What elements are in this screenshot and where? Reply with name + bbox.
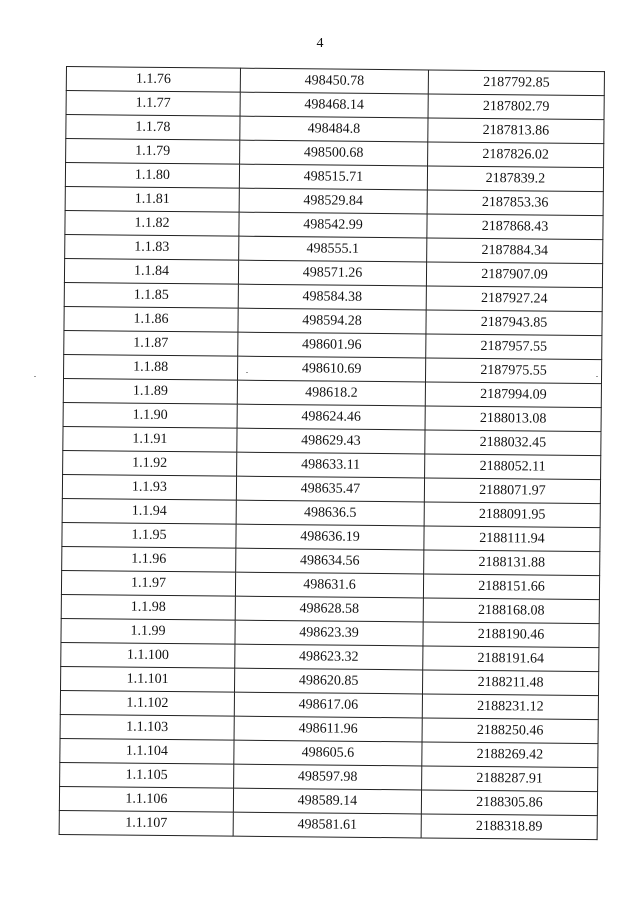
y-coordinate-cell: 2188052.11 (425, 454, 601, 480)
y-coordinate-cell: 2187792.85 (428, 70, 604, 96)
y-coordinate-cell: 2188091.95 (424, 502, 600, 528)
y-coordinate-cell: 2187927.24 (426, 286, 602, 312)
x-coordinate-cell: 498623.32 (235, 644, 423, 670)
y-coordinate-cell: 2188305.86 (421, 790, 597, 816)
x-coordinate-cell: 498515.71 (239, 164, 427, 190)
point-number-cell: 1.1.107 (59, 810, 233, 836)
point-number-cell: 1.1.82 (65, 210, 239, 236)
x-coordinate-cell: 498636.19 (236, 524, 424, 550)
x-coordinate-cell: 498484.8 (240, 116, 428, 142)
point-number-cell: 1.1.97 (61, 570, 235, 596)
point-number-cell: 1.1.96 (62, 546, 236, 572)
x-coordinate-cell: 498635.47 (236, 476, 424, 502)
x-coordinate-cell: 498529.84 (239, 188, 427, 214)
point-number-cell: 1.1.98 (61, 594, 235, 620)
y-coordinate-cell: 2188269.42 (422, 742, 598, 768)
y-coordinate-cell: 2188111.94 (424, 526, 600, 552)
y-coordinate-cell: 2187907.09 (426, 262, 602, 288)
x-coordinate-cell: 498636.5 (236, 500, 424, 526)
x-coordinate-cell: 498629.43 (237, 428, 425, 454)
x-coordinate-cell: 498542.99 (239, 212, 427, 238)
y-coordinate-cell: 2187826.02 (428, 142, 604, 168)
scan-mark (34, 376, 36, 377)
point-number-cell: 1.1.89 (63, 378, 237, 404)
y-coordinate-cell: 2188287.91 (422, 766, 598, 792)
y-coordinate-cell: 2188250.46 (422, 718, 598, 744)
point-number-cell: 1.1.104 (60, 738, 234, 764)
point-number-cell: 1.1.105 (60, 762, 234, 788)
y-coordinate-cell: 2187884.34 (427, 238, 603, 264)
x-coordinate-cell: 498594.28 (238, 308, 426, 334)
x-coordinate-cell: 498623.39 (235, 620, 423, 646)
point-number-cell: 1.1.94 (62, 498, 236, 524)
point-number-cell: 1.1.91 (63, 426, 237, 452)
coordinates-table-body (59, 67, 604, 840)
point-number-cell: 1.1.90 (63, 402, 237, 428)
point-number-cell: 1.1.77 (66, 91, 240, 117)
point-number-cell: 1.1.99 (61, 618, 235, 644)
y-coordinate-cell: 2188318.89 (421, 814, 597, 840)
table-row (59, 810, 597, 839)
x-coordinate-cell: 498628.58 (235, 596, 423, 622)
point-number-cell: 1.1.87 (64, 330, 238, 356)
y-coordinate-cell: 2188191.64 (423, 646, 599, 672)
y-coordinate-cell: 2188190.46 (423, 622, 599, 648)
x-coordinate-cell: 498631.6 (235, 572, 423, 598)
y-coordinate-cell: 2187975.55 (425, 358, 601, 384)
point-number-cell: 1.1.84 (64, 258, 238, 284)
point-number-cell: 1.1.85 (64, 282, 238, 308)
y-coordinate-cell: 2188131.88 (424, 550, 600, 576)
scan-mark (596, 376, 598, 377)
y-coordinate-cell: 2188151.66 (423, 574, 599, 600)
point-number-cell: 1.1.106 (59, 786, 233, 812)
point-number-cell: 1.1.80 (65, 163, 239, 189)
x-coordinate-cell: 498633.11 (237, 452, 425, 478)
point-number-cell: 1.1.76 (66, 67, 240, 93)
point-number-cell: 1.1.92 (63, 450, 237, 476)
page-number: 4 (316, 36, 324, 51)
y-coordinate-cell: 2187957.55 (426, 334, 602, 360)
x-coordinate-cell: 498468.14 (240, 92, 428, 118)
y-coordinate-cell: 2187994.09 (425, 382, 601, 408)
point-number-cell: 1.1.103 (60, 714, 234, 740)
x-coordinate-cell: 498605.6 (234, 740, 422, 766)
x-coordinate-cell: 498589.14 (233, 788, 421, 814)
y-coordinate-cell: 2187853.36 (427, 190, 603, 216)
y-coordinate-cell: 2187839.2 (427, 166, 603, 192)
x-coordinate-cell: 498618.2 (237, 380, 425, 406)
scan-mark (246, 372, 248, 373)
point-number-cell: 1.1.78 (66, 115, 240, 141)
point-number-cell: 1.1.100 (61, 642, 235, 668)
y-coordinate-cell: 2188231.12 (422, 694, 598, 720)
y-coordinate-cell: 2187813.86 (428, 118, 604, 144)
point-number-cell: 1.1.93 (62, 474, 236, 500)
x-coordinate-cell: 498620.85 (234, 668, 422, 694)
y-coordinate-cell: 2188168.08 (423, 598, 599, 624)
x-coordinate-cell: 498500.68 (240, 140, 428, 166)
y-coordinate-cell: 2187943.85 (426, 310, 602, 336)
point-number-cell: 1.1.81 (65, 186, 239, 212)
y-coordinate-cell: 2188013.08 (425, 406, 601, 432)
x-coordinate-cell: 498610.69 (237, 356, 425, 382)
x-coordinate-cell: 498617.06 (234, 692, 422, 718)
x-coordinate-cell: 498597.98 (234, 764, 422, 790)
point-number-cell: 1.1.95 (62, 522, 236, 548)
point-number-cell: 1.1.83 (65, 234, 239, 260)
coordinates-table (59, 66, 605, 840)
x-coordinate-cell: 498601.96 (238, 332, 426, 358)
y-coordinate-cell: 2187802.79 (428, 94, 604, 120)
y-coordinate-cell: 2188032.45 (425, 430, 601, 456)
x-coordinate-cell: 498571.26 (238, 260, 426, 286)
point-number-cell: 1.1.101 (61, 666, 235, 692)
y-coordinate-cell: 2188211.48 (422, 670, 598, 696)
point-number-cell: 1.1.88 (64, 354, 238, 380)
x-coordinate-cell: 498584.38 (238, 284, 426, 310)
point-number-cell: 1.1.79 (66, 139, 240, 165)
x-coordinate-cell: 498611.96 (234, 716, 422, 742)
y-coordinate-cell: 2188071.97 (424, 478, 600, 504)
x-coordinate-cell: 498624.46 (237, 404, 425, 430)
point-number-cell: 1.1.86 (64, 306, 238, 332)
y-coordinate-cell: 2187868.43 (427, 214, 603, 240)
x-coordinate-cell: 498634.56 (236, 548, 424, 574)
point-number-cell: 1.1.102 (60, 690, 234, 716)
x-coordinate-cell: 498581.61 (233, 812, 421, 838)
x-coordinate-cell: 498555.1 (239, 236, 427, 262)
x-coordinate-cell: 498450.78 (240, 68, 428, 94)
